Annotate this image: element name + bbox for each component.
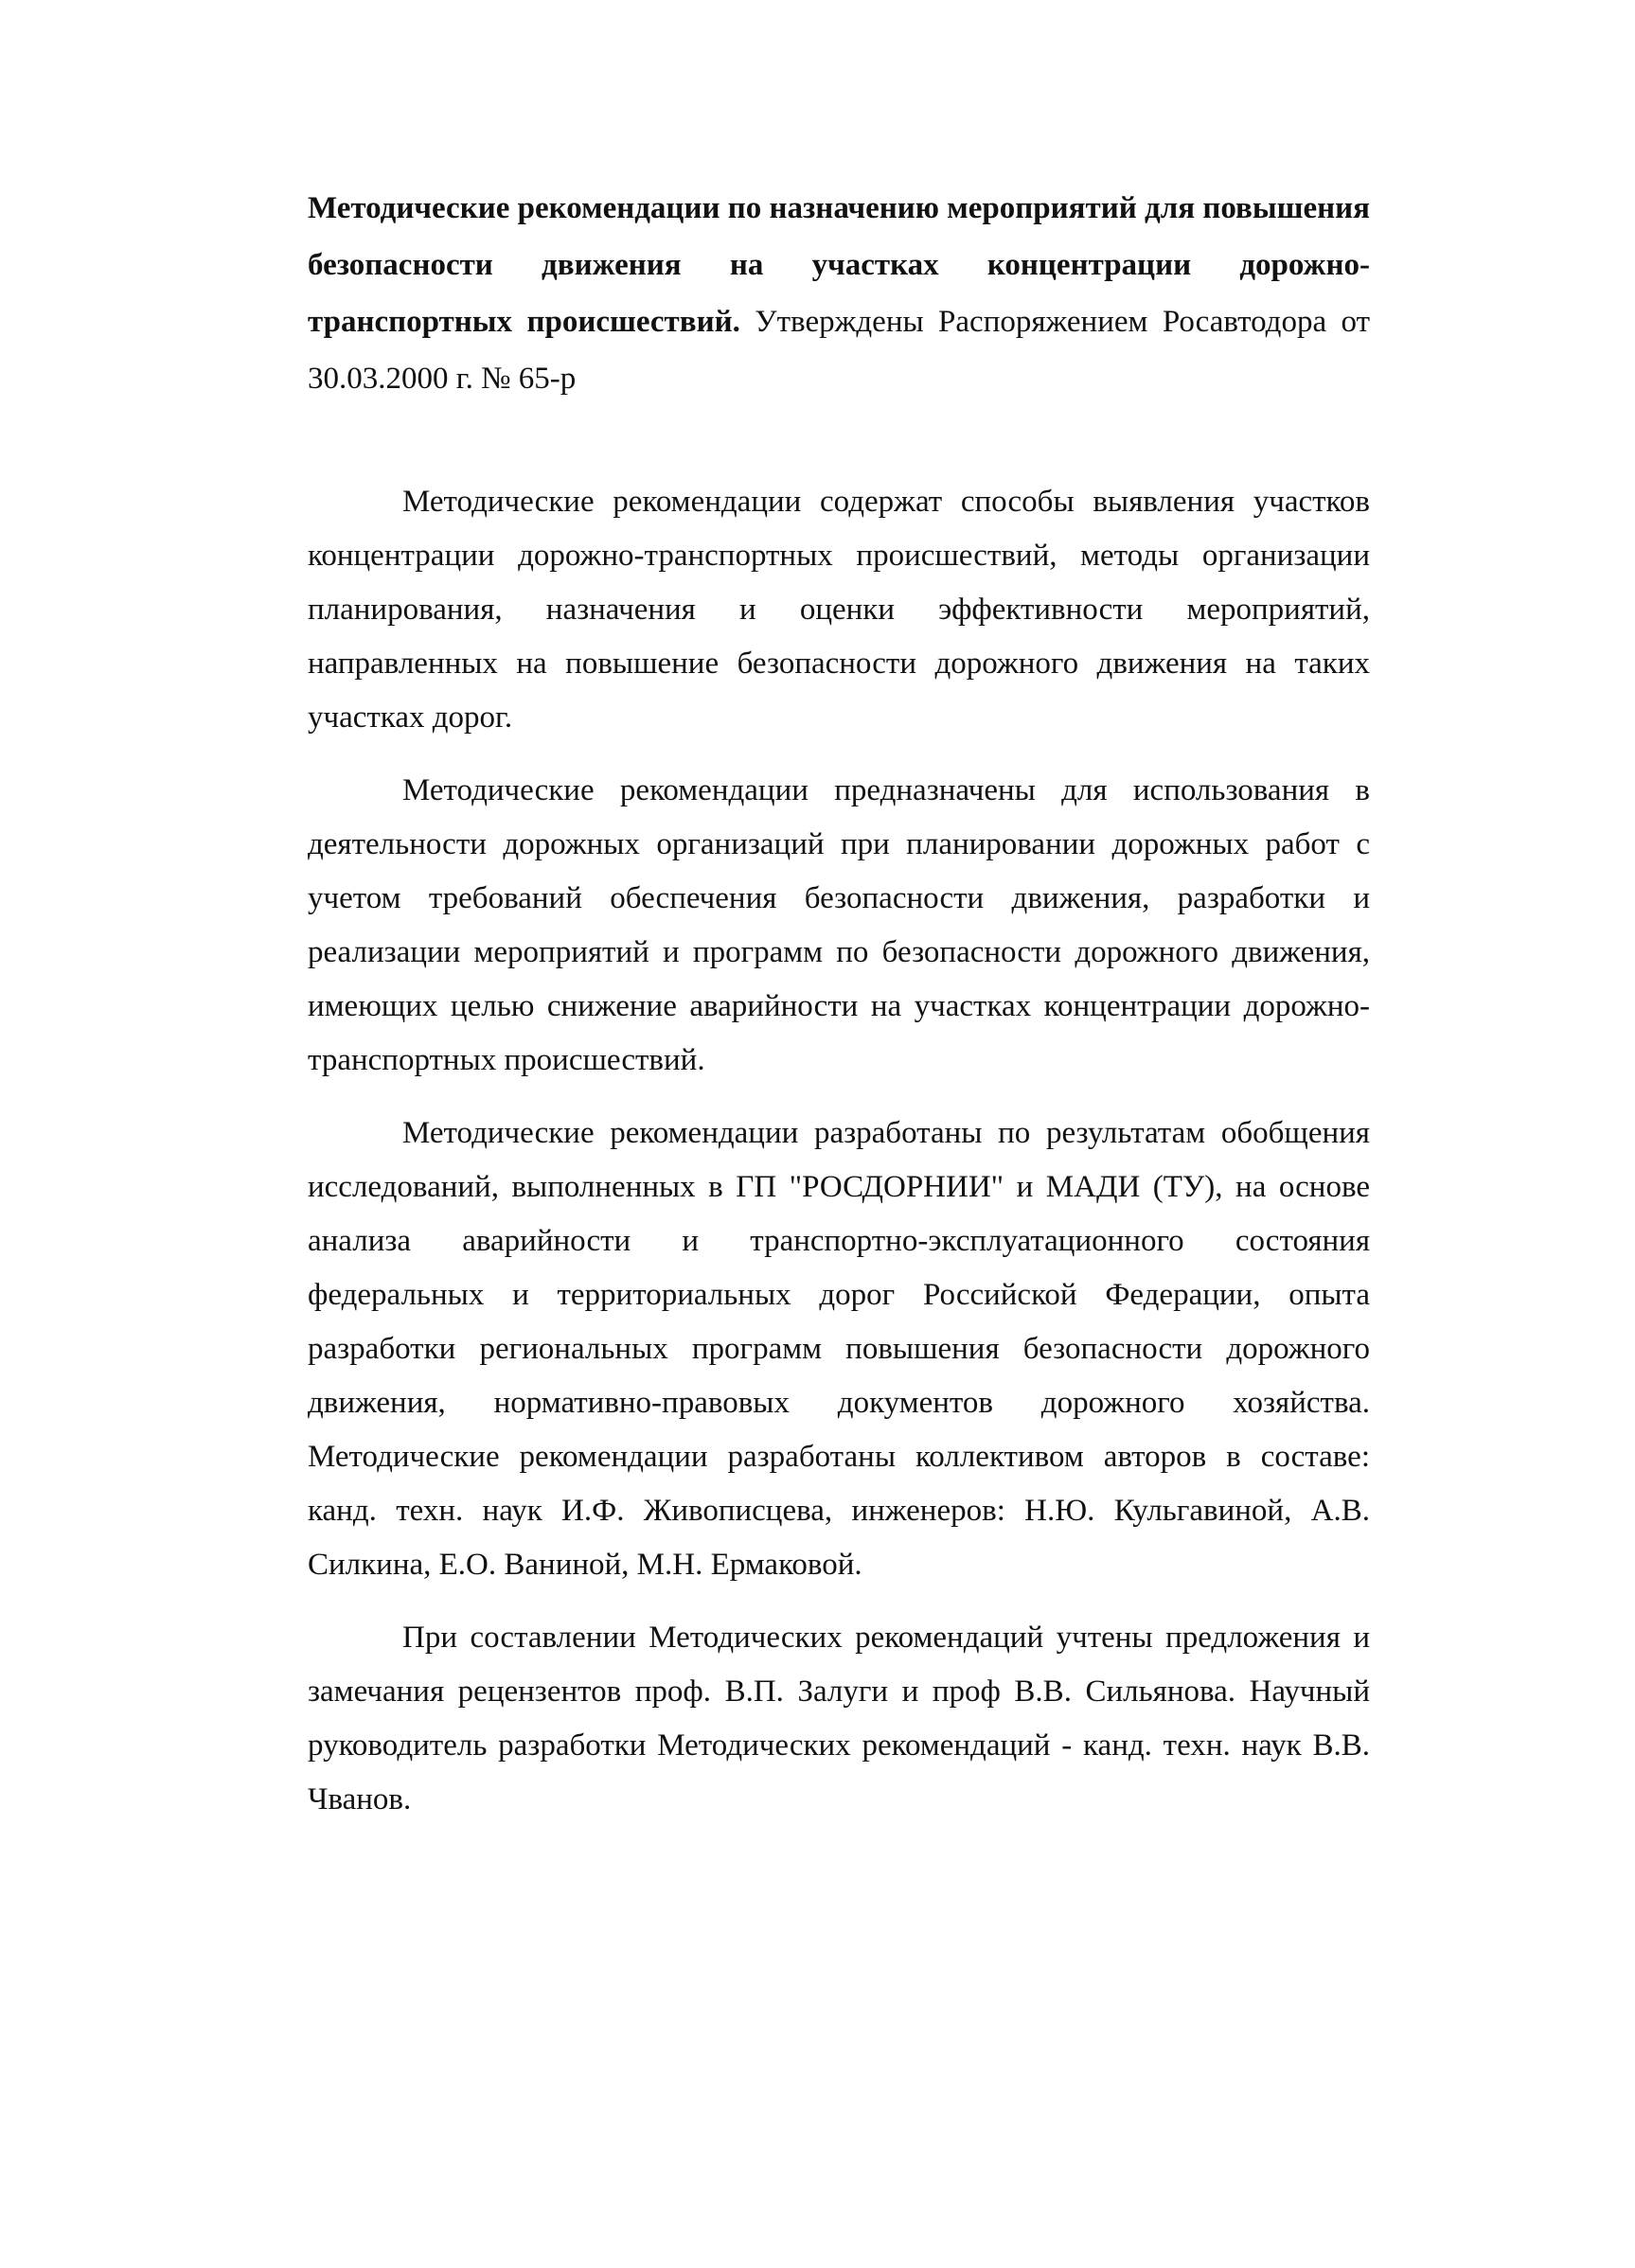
paragraph-content: Методические рекомендации содержат способы выявления участков концентрации дорожно-транспортных происшествий, методы организации планирования, назначения и оценки эффективности мероприятий, направленных на повышение безопасности дорожного движения на таких участках дорог. (308, 485, 1370, 735)
document-page (308, 180, 1370, 1827)
paragraph-reviewers: При составлении Методических рекомендаций учтены предложения и замечания рецензентов проф. В.П. Залуги и проф В.В. Сильянова. Научный руководитель разработки Методических рекомендаций - канд. техн. наук В.В. Чванов. (308, 1621, 1370, 1816)
document-heading (308, 180, 1370, 407)
paragraph-development: Методические рекомендации разработаны по результатам обобщения исследований, выполненных в ГП "РОСДОРНИИ" и МАДИ (ТУ), на основе анализа аварийности и транспортно-эксплуатационного состояния федеральных и территориальных дорог Российской Федерации, опыта разработки региональных программ повышения безопасности дорожного движения, нормативно-правовых документов дорожного хозяйства. Методические рекомендации разработаны коллективом авторов в составе: канд. техн. наук И.Ф. Живописцева, инженеров: Н.Ю. Кульгавиной, А.В. Силкина, Е.О. Ваниной, М.Н. Ермаковой. (308, 1116, 1370, 1582)
approval-note: Утверждены Распоряжением Росавтодора от 30.03.2000 г. № 65-р (308, 305, 1370, 396)
paragraph-purpose: Методические рекомендации предназначены для использования в деятельности дорожных организаций при планировании дорожных работ с учетом требований обеспечения безопасности движения, разработки и реализации мероприятий и программ по безопасности дорожного движения, имеющих целью снижение аварийности на участках концентрации дорожно-транспортных происшествий. (308, 773, 1370, 1077)
section-gap (308, 407, 1370, 475)
document-title: Методические рекомендации по назначению мероприятий для повышения безопасности движения на участках концентрации дорожно-транспортных происшествий. (308, 191, 1370, 339)
